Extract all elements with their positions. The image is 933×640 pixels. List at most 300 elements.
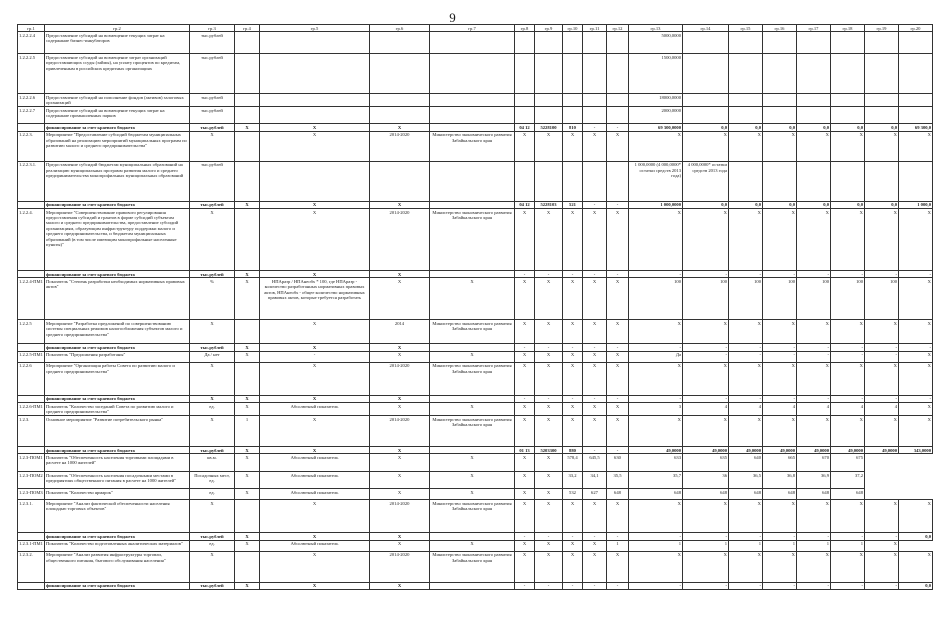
table-cell: X	[430, 403, 515, 416]
table-cell: 1	[629, 540, 683, 551]
table-cell: X	[515, 500, 535, 533]
table-cell	[899, 94, 933, 107]
table-cell: -	[729, 582, 763, 589]
table-cell: X	[260, 551, 370, 582]
table-cell: X	[683, 362, 729, 395]
table-cell: X	[763, 362, 797, 395]
table-cell: X	[583, 403, 607, 416]
table-cell	[583, 32, 607, 54]
table-cell	[430, 447, 515, 454]
table-cell: X	[865, 131, 899, 161]
financing-row	[18, 533, 933, 540]
table-row	[18, 32, 933, 54]
table-cell: X	[583, 209, 607, 271]
table-cell: X	[683, 500, 729, 533]
table-cell: 100	[729, 278, 763, 320]
table-cell: -	[797, 582, 831, 589]
table-cell: -	[729, 395, 763, 402]
table-cell: X	[607, 403, 629, 416]
table-cell: -	[583, 533, 607, 540]
table-cell: X	[430, 489, 515, 500]
table-cell: Мероприятие "Анализ развития инфраструктуры торговли, общественного питания, бытового обслуживания населения"	[45, 551, 190, 582]
table-cell	[430, 54, 515, 94]
table-cell: X	[535, 320, 563, 344]
table-cell: X	[629, 416, 683, 447]
table-cell: X	[797, 551, 831, 582]
table-cell: Показатель "Количество заседаний Совета по развитию малого и среднего предпринимательства"	[45, 403, 190, 416]
table-cell	[899, 161, 933, 201]
table-cell	[797, 94, 831, 107]
table-row	[18, 107, 933, 124]
table-cell: 0,0	[899, 533, 933, 540]
table-cell: X	[190, 416, 235, 447]
table-cell: 648	[629, 489, 683, 500]
table-cell: X	[535, 489, 563, 500]
column-header: гр.13	[629, 25, 683, 32]
table-cell	[370, 107, 430, 124]
table-cell: X	[683, 416, 729, 447]
table-cell: 1.2.3.	[18, 416, 45, 447]
table-cell: 1	[763, 540, 797, 551]
table-cell	[535, 94, 563, 107]
table-cell: X	[899, 551, 933, 582]
column-header: гр.15	[729, 25, 763, 32]
table-cell: X	[563, 551, 583, 582]
table-cell: 0,0	[831, 124, 865, 131]
table-cell: X	[763, 131, 797, 161]
table-cell: X	[865, 500, 899, 533]
table-cell: 0,0	[729, 201, 763, 208]
table-cell: 100	[763, 278, 797, 320]
table-cell	[18, 395, 45, 402]
table-cell	[235, 362, 260, 395]
table-cell	[18, 533, 45, 540]
table-cell: -	[515, 395, 535, 402]
table-cell: 0,0	[729, 124, 763, 131]
table-cell: -	[563, 395, 583, 402]
table-cell: Посадочных мест, ед.	[190, 472, 235, 489]
column-header: гр.14	[683, 25, 729, 32]
table-cell: X	[899, 403, 933, 416]
table-cell	[865, 107, 899, 124]
table-cell: X	[235, 540, 260, 551]
table-cell: X	[797, 131, 831, 161]
table-cell	[430, 344, 515, 351]
table-cell: X	[607, 278, 629, 320]
table-cell	[763, 107, 797, 124]
table-cell: -	[535, 271, 563, 278]
column-header: гр.20	[899, 25, 933, 32]
table-cell	[831, 94, 865, 107]
table-cell: тыс.рублей	[190, 107, 235, 124]
table-row	[18, 551, 933, 582]
table-row	[18, 94, 933, 107]
table-cell: 36,9	[797, 472, 831, 489]
table-cell: ед.	[190, 540, 235, 551]
table-cell: X	[831, 131, 865, 161]
table-cell	[430, 533, 515, 540]
table-cell: X	[899, 320, 933, 344]
table-cell	[563, 54, 583, 94]
table-cell: 2014-2020	[370, 551, 430, 582]
table-cell: X	[370, 447, 430, 454]
table-cell: финансирование за счет краевого бюджета	[45, 344, 190, 351]
table-cell: -	[563, 344, 583, 351]
table-cell	[563, 32, 583, 54]
table-cell: X	[515, 351, 535, 362]
table-cell: Предоставление субсидий на возмещение затрат организаций предоставляющих ссуды (займы), на уплату процентов по кредитам, привлеченным в российских кредитных организациях	[45, 54, 190, 94]
table-cell: Абсолютный показатель	[260, 540, 370, 551]
table-cell: 648	[729, 489, 763, 500]
table-cell: X	[583, 551, 607, 582]
table-cell: X	[515, 320, 535, 344]
table-cell: -	[683, 344, 729, 351]
table-cell	[865, 54, 899, 94]
table-cell: X	[515, 416, 535, 447]
table-cell: X	[260, 395, 370, 402]
table-cell	[865, 161, 899, 201]
table-cell: X	[260, 500, 370, 533]
table-cell: 100	[865, 278, 899, 320]
table-cell: Абсолютный показатель	[260, 472, 370, 489]
table-cell: -	[629, 395, 683, 402]
table-cell: X	[260, 362, 370, 395]
table-cell: 1 000,0000 (4 000,0000* остатки средств 2013 года)	[629, 161, 683, 201]
table-cell	[865, 32, 899, 54]
table-cell: 1.2.2.4-ПМ1	[18, 278, 45, 320]
table-cell	[18, 447, 45, 454]
page-number: 9	[449, 10, 456, 25]
table-cell: Министерство экономического развития Забайкальского края	[430, 362, 515, 395]
table-cell: -	[831, 395, 865, 402]
table-cell: X	[563, 540, 583, 551]
column-header: гр.3	[190, 25, 235, 32]
table-cell: X	[260, 124, 370, 131]
table-cell: 36,5	[729, 472, 763, 489]
table-row	[18, 472, 933, 489]
table-cell: 1 000,0	[899, 201, 933, 208]
table-cell: X	[683, 551, 729, 582]
table-cell	[797, 32, 831, 54]
table-cell: X	[235, 489, 260, 500]
table-cell: X	[535, 131, 563, 161]
table-cell	[607, 94, 629, 107]
table-body	[18, 32, 933, 590]
table-cell: X	[535, 551, 563, 582]
table-cell: X	[583, 500, 607, 533]
table-cell: 645,5	[583, 454, 607, 472]
table-cell: X	[831, 500, 865, 533]
table-cell: Показатель "Обеспеченность населения торговыми площадями в расчете на 1000 жителей"	[45, 454, 190, 472]
table-cell	[831, 54, 865, 94]
table-cell: X	[563, 320, 583, 344]
table-cell: -	[607, 395, 629, 402]
table-cell: -	[831, 351, 865, 362]
table-cell: 33,2	[563, 472, 583, 489]
table-cell: -	[515, 582, 535, 589]
table-cell	[729, 94, 763, 107]
table-cell: X	[190, 395, 235, 402]
table-cell: 49,0000	[683, 447, 729, 454]
table-cell: 648	[683, 489, 729, 500]
table-cell: 01 13	[515, 447, 535, 454]
table-cell: X	[629, 362, 683, 395]
table-cell: X	[629, 209, 683, 271]
table-cell: 2014-2020	[370, 416, 430, 447]
table-cell: X	[430, 351, 515, 362]
table-cell: -	[563, 271, 583, 278]
table-cell: 675	[831, 454, 865, 472]
table-row	[18, 500, 933, 533]
table-cell: X	[370, 124, 430, 131]
table-cell: -	[797, 533, 831, 540]
table-cell: X	[797, 416, 831, 447]
table-cell: Мероприятие "Предоставление субсидий бюджетам муниципальных образований на реализацию мероприятий муниципальных программ по развитию малого и среднего предпринимательства"	[45, 131, 190, 161]
table-cell: -	[763, 582, 797, 589]
table-cell	[683, 107, 729, 124]
table-cell: X	[607, 351, 629, 362]
table-cell: финансирование за счет краевого бюджета	[45, 271, 190, 278]
table-cell: 49,0000	[629, 447, 683, 454]
table-cell: -	[629, 582, 683, 589]
table-cell: НПАразр / НПАнеобх * 100, где НПАразр - количество разработанных нормативных правовых актов, НПАнеобх - общее количество нормативных правовых актов, которые требуется разработать	[260, 278, 370, 320]
table-cell: кв.м.	[190, 454, 235, 472]
financing-row	[18, 344, 933, 351]
table-cell: X	[583, 540, 607, 551]
table-cell	[763, 32, 797, 54]
table-cell: X	[865, 362, 899, 395]
table-cell: Показатель "Обеспеченность населения посадочными местами в предприятиях общественного питания в расчете на 1000 жителей"	[45, 472, 190, 489]
table-cell: 1 000,0000	[629, 201, 683, 208]
table-cell	[563, 107, 583, 124]
table-cell: -	[831, 582, 865, 589]
table-cell	[607, 54, 629, 94]
table-cell: 69 300,0000	[629, 124, 683, 131]
table-cell	[515, 107, 535, 124]
column-header: гр.2	[45, 25, 190, 32]
table-cell: -	[607, 533, 629, 540]
table-cell: X	[235, 271, 260, 278]
table-cell: 49,0000	[865, 447, 899, 454]
table-cell: -	[583, 201, 607, 208]
table-cell: X	[607, 320, 629, 344]
table-cell: X	[899, 278, 933, 320]
table-cell: X	[190, 131, 235, 161]
table-cell: X	[370, 533, 430, 540]
table-cell: 1.2.3.1.	[18, 500, 45, 533]
table-cell: X	[430, 472, 515, 489]
table-cell	[899, 107, 933, 124]
table-cell: -	[515, 344, 535, 351]
table-cell: -	[563, 533, 583, 540]
table-cell: X	[607, 500, 629, 533]
table-cell: X	[729, 362, 763, 395]
table-cell: X	[797, 209, 831, 271]
table-cell: 2014-2020	[370, 500, 430, 533]
table-cell	[370, 94, 430, 107]
table-cell: 35,7	[629, 472, 683, 489]
table-cell: X	[260, 131, 370, 161]
table-cell	[729, 161, 763, 201]
column-header: гр.6	[370, 25, 430, 32]
table-cell	[235, 320, 260, 344]
table-cell: -	[583, 395, 607, 402]
table-cell: -	[683, 533, 729, 540]
table-cell	[763, 161, 797, 201]
table-cell: X	[370, 278, 430, 320]
table-cell: Министерство экономического развития Забайкальского края	[430, 320, 515, 344]
table-row	[18, 161, 933, 201]
table-row	[18, 454, 933, 472]
table-cell: 5228100	[535, 124, 563, 131]
table-cell: -	[535, 344, 563, 351]
table-cell: -	[729, 533, 763, 540]
table-cell: -	[865, 395, 899, 402]
table-cell: Мероприятие "Организация работы Совета по развитию малого и среднего предпринимательства"	[45, 362, 190, 395]
column-header: гр.9	[535, 25, 563, 32]
table-cell: X	[260, 533, 370, 540]
table-cell: 100	[629, 278, 683, 320]
table-cell: 5228103	[535, 201, 563, 208]
table-cell: X	[370, 351, 430, 362]
table-cell: 100	[831, 278, 865, 320]
table-cell: Абсолютный показатель	[260, 403, 370, 416]
table-cell: 1.2.3.2.	[18, 551, 45, 582]
table-cell: X	[190, 362, 235, 395]
table-cell: X	[607, 416, 629, 447]
table-cell: X	[235, 351, 260, 362]
table-cell: 1	[729, 540, 763, 551]
table-cell: X	[430, 540, 515, 551]
table-cell: тыс.рублей	[190, 447, 235, 454]
table-cell: Мероприятие "Анализ фактической обеспеченности населения площадью торговых объектов"	[45, 500, 190, 533]
table-cell: -	[729, 344, 763, 351]
table-cell: -	[629, 344, 683, 351]
table-cell: X	[899, 362, 933, 395]
table-cell: X	[515, 209, 535, 271]
column-header: гр.8	[515, 25, 535, 32]
table-cell: -	[683, 395, 729, 402]
table-row	[18, 416, 933, 447]
table-cell	[260, 94, 370, 107]
table-cell: тыс.рублей	[190, 54, 235, 94]
table-cell: Показатель "Количество подготовленных аналитических материалов"	[45, 540, 190, 551]
table-cell	[515, 94, 535, 107]
table-cell: X	[607, 209, 629, 271]
table-cell: X	[515, 489, 535, 500]
table-cell: -	[729, 351, 763, 362]
table-cell: X	[535, 454, 563, 472]
financing-row	[18, 271, 933, 278]
table-cell	[430, 107, 515, 124]
table-cell: 648	[797, 489, 831, 500]
table-cell: 1.2.2.5-ПМ1	[18, 351, 45, 362]
table-cell	[515, 32, 535, 54]
table-cell: Министерство экономического развития Забайкальского края	[430, 131, 515, 161]
table-cell: X	[865, 416, 899, 447]
table-cell	[729, 54, 763, 94]
table-cell: 810	[563, 124, 583, 131]
table-cell: X	[607, 362, 629, 395]
table-cell	[865, 94, 899, 107]
table-cell: 633	[629, 454, 683, 472]
table-cell	[370, 161, 430, 201]
table-cell: 648	[831, 489, 865, 500]
table-cell: -	[865, 351, 899, 362]
table-cell: финансирование за счет краевого бюджета	[45, 201, 190, 208]
table-cell	[370, 54, 430, 94]
table-cell: 1	[831, 540, 865, 551]
table-cell: -	[607, 344, 629, 351]
table-cell: Предоставление субсидий на возмещение текущих затрат на содержание промышленных парков	[45, 107, 190, 124]
table-cell: 49,0000	[797, 447, 831, 454]
table-cell: -	[683, 271, 729, 278]
table-cell: 0,0	[899, 582, 933, 589]
table-cell: X	[370, 403, 430, 416]
table-cell: X	[629, 131, 683, 161]
table-cell: -	[899, 271, 933, 278]
table-cell: -	[797, 271, 831, 278]
table-cell: 2014-2020	[370, 209, 430, 271]
table-cell: финансирование за счет краевого бюджета	[45, 582, 190, 589]
table-cell	[430, 124, 515, 131]
table-cell: финансирование за счет краевого бюджета	[45, 447, 190, 454]
table-cell: -	[515, 271, 535, 278]
table-cell	[583, 161, 607, 201]
table-cell: -	[629, 271, 683, 278]
table-cell: X	[370, 395, 430, 402]
table-cell: 37,2	[831, 472, 865, 489]
table-cell: X	[535, 278, 563, 320]
table-cell: X	[683, 209, 729, 271]
table-cell: X	[899, 209, 933, 271]
table-cell: X	[763, 320, 797, 344]
table-cell: 5000,0000	[629, 32, 683, 54]
table-cell: тыс.рублей	[190, 271, 235, 278]
table-cell: 69 300,0	[899, 124, 933, 131]
table-cell: ед.	[190, 403, 235, 416]
table-cell: X	[515, 540, 535, 551]
table-cell: 1	[235, 416, 260, 447]
table-cell: X	[430, 278, 515, 320]
table-row	[18, 131, 933, 161]
table-cell: Предоставление субсидий бюджетам муниципальных образований на реализацию муниципальных программ развития малого и среднего предпринимательства монопрофильных муниципальных образований	[45, 161, 190, 201]
table-cell: 4	[763, 403, 797, 416]
table-cell: X	[515, 362, 535, 395]
table-cell: финансирование за счет краевого бюджета	[45, 533, 190, 540]
table-cell: 1.2.2.3.	[18, 131, 45, 161]
table-cell	[683, 32, 729, 54]
table-cell: X	[515, 131, 535, 161]
table-cell: 0,0	[797, 124, 831, 131]
table-cell: -	[831, 533, 865, 540]
table-cell: Мероприятие "Разработка предложений по совершенствованию системы специальных режимов налогообложения субъектов малого и среднего предпринимательства"	[45, 320, 190, 344]
table-cell: X	[370, 582, 430, 589]
table-cell: Министерство экономического развития Забайкальского края	[430, 500, 515, 533]
table-cell	[18, 271, 45, 278]
table-cell	[563, 94, 583, 107]
table-cell: -	[607, 271, 629, 278]
table-cell: X	[370, 344, 430, 351]
table-cell	[763, 94, 797, 107]
table-cell	[430, 201, 515, 208]
table-cell: -	[535, 395, 563, 402]
table-cell: X	[607, 551, 629, 582]
table-cell: X	[583, 416, 607, 447]
table-cell: X	[260, 320, 370, 344]
table-cell: X	[865, 551, 899, 582]
table-cell: 630	[607, 454, 629, 472]
